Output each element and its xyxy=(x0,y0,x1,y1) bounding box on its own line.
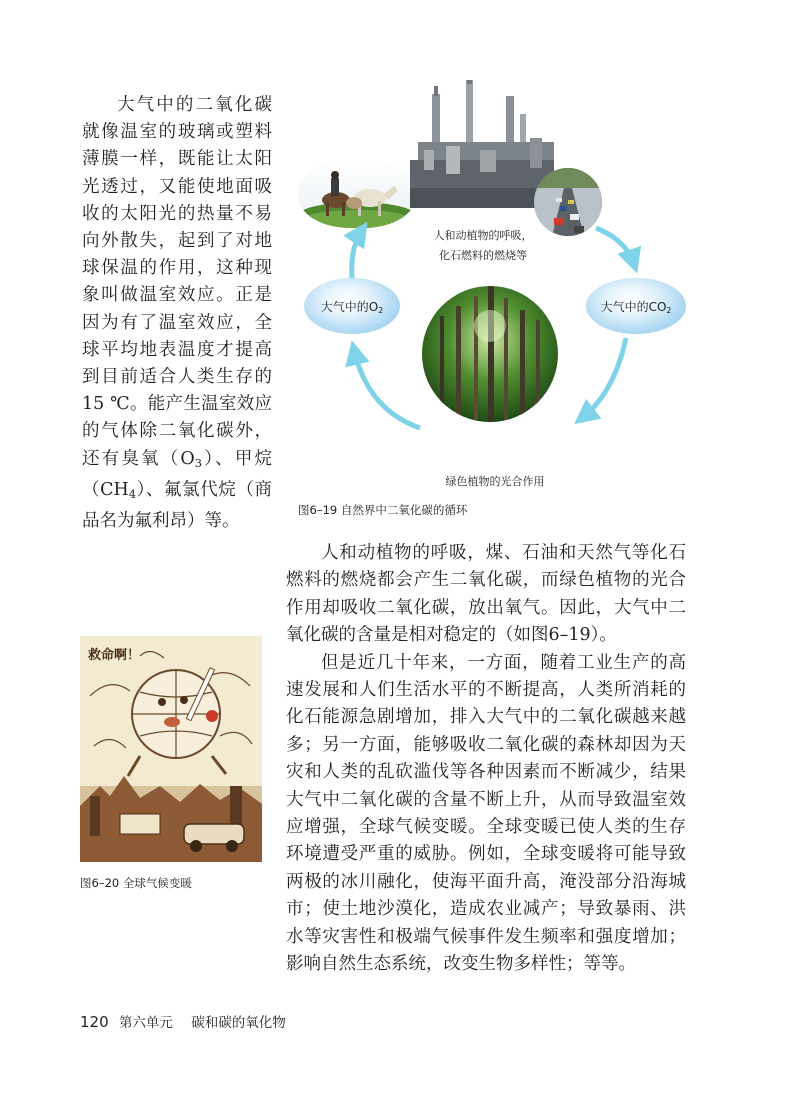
figure-620-caption: 图6–20 全球气候变暖 xyxy=(80,876,192,890)
arrow-to-forest xyxy=(582,338,626,418)
arrow-to-animals xyxy=(352,230,362,278)
respiration-label-line2: 化石燃料的燃烧等 xyxy=(439,249,527,262)
carbon-cycle-figure xyxy=(296,148,672,498)
arrow-to-o2 xyxy=(354,350,420,428)
sidebar-text-2: ）、甲烷（CH xyxy=(82,448,273,500)
main-paragraph-1: 人和动植物的呼吸，煤、石油和天然气等化石燃料的燃烧都会产生二氧化碳，而绿色植物的光合作用却吸收二氧化碳，放出氧气。因此，大气中二氧化碳的含量是相对稳定的（如图6–19）。 xyxy=(286,543,686,646)
atmosphere-co2-bubble xyxy=(586,278,686,334)
page-footer xyxy=(80,1011,286,1031)
co2-label: 大气中的CO xyxy=(600,299,667,314)
main-paragraph-2: 但是近几十年来，一方面，随着工业生产的高速发展和人们生活水平的不断提高，人类所消耗的化石能源急剧增加，排入大气中的二氧化碳越来越多；另一方面，能够吸收二氧化碳的森林却因为天灾和人类的乱砍滥伐等各种因素而不断减少，结果大气中二氧化碳的含量不断上升，从而导致温室效应增强，全球气候变暖。全球变暖已使人类的生存环境遭受严重的威胁。例如，全球变暖将可能导致两极的冰川融化，使海平面升高，淹没部分沿海城市；使土地沙漠化，造成农业减产；导致暴雨、洪水等灾害性和极端气候事件发生频率和强度增加；影响自然生态系统，改变生物多样性；等等。 xyxy=(286,652,686,975)
arrow-to-co2 xyxy=(596,228,634,264)
atmosphere-o2-bubble xyxy=(304,278,400,334)
o2-subscript: 2 xyxy=(378,305,384,315)
horses-grass-image xyxy=(298,158,416,228)
cartoon-speech-text: 救命啊！ xyxy=(88,648,141,663)
chapter-title: 碳和碳的氧化物 xyxy=(191,1015,286,1031)
co2-subscript: 2 xyxy=(666,305,672,315)
forest-image xyxy=(422,286,558,422)
respiration-label-line1: 人和动植物的呼吸， xyxy=(433,229,533,242)
sidebar-text-1: 大气中的二氧化碳就像温室的玻璃或塑料薄膜一样，既能让太阳光透过，又能使地面吸收的太阳光的热量不易向外散失，起到了对地球保温的作用，这种现象叫做温室效应。正是因为有了温室效应，全球平均地表温度才提高到目前适合人类生存的15 ℃。能产生温室效应的气体除二氧化碳外，还有臭氧（O xyxy=(82,95,272,469)
o2-label: 大气中的O xyxy=(320,299,379,314)
factory-image xyxy=(410,80,554,210)
respiration-label xyxy=(418,226,548,266)
sidebar-paragraph xyxy=(82,92,272,535)
subscript-ch4: 4 xyxy=(128,486,136,501)
subscript-o3: 3 xyxy=(194,455,203,470)
figure-619-caption: 图6–19 自然界中二氧化碳的循环 xyxy=(298,503,468,517)
sidebar-text-3: ）、氟氯代烷（商品名为氟利昂）等。 xyxy=(82,479,272,531)
photosynthesis-label: 绿色植物的光合作用 xyxy=(445,475,545,488)
unit-label: 第六单元 xyxy=(118,1015,173,1031)
global-warming-cartoon xyxy=(80,636,262,862)
page-number: 120 xyxy=(80,1013,109,1031)
main-body xyxy=(286,540,686,979)
